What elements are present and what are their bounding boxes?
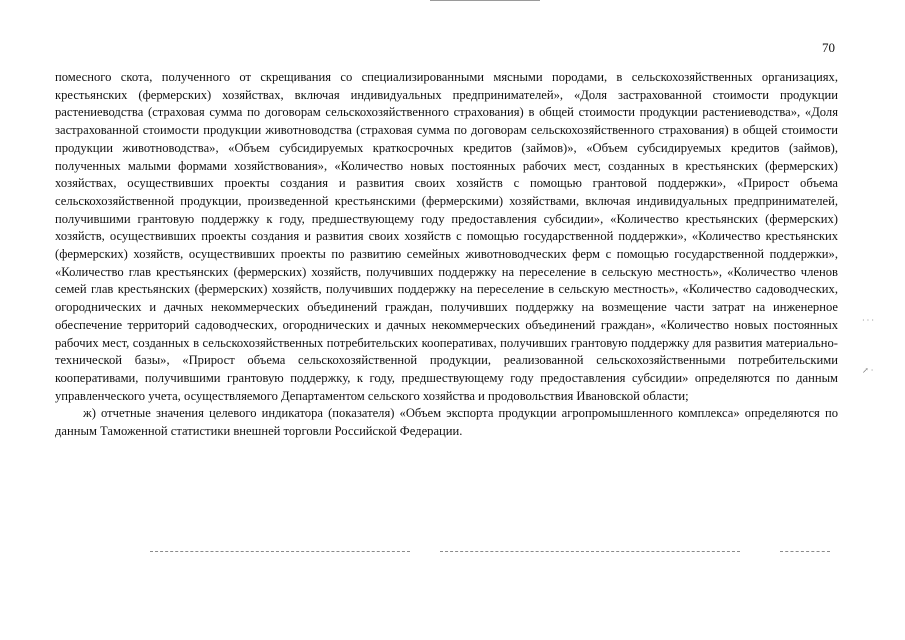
page-number: 70 (822, 40, 835, 55)
document-body (55, 69, 838, 441)
paragraph-indicators-list: помесного скота, полученного от скрещивания со специализированными мясными породами, в сельскохозяйственных организациях, крестьянских (фермерских) хозяйствах, включая индивидуальных предпринимателей», «Доля застрахованной стоимости продукции растениеводства (страховая сумма по договорам сельскохозяйственного страхования) в общей стоимости продукции растениеводства», «Доля застрахованной стоимости продукции животноводства (страховая сумма по договорам сельскохозяйственного страхования) в общей стоимости продукции животноводства», «Объем субсидируемых краткосрочных кредитов (займов)», «Объем субсидируемых кредитов (займов), полученных малыми формами хозяйствования», «Количество новых постоянных рабочих мест, созданных в крестьянских (фермерских) хозяйствах, осуществивших проекты создания и развития своих хозяйств с помощью грантовой поддержки», «Прирост объема сельскохозяйственной продукции, произведенной крестьянскими (фермерскими) хозяйствами, включая индивидуальных предпринимателей, получившими грантовую поддержку к году, предшествующему году предоставления субсидии», «Количество крестьянских (фермерских) хозяйств, осуществивших проекты создания и развития своих хозяйств с помощью государственной поддержки», «Количество крестьянских (фермерских) хозяйств, осуществивших проекты по развитию семейных животноводческих ферм с помощью государственной поддержки», «Количество глав крестьянских (фермерских) хозяйств, получивших поддержку на переселение в сельскую местность», «Количество членов семей глав крестьянских (фермерских) хозяйств, получивших поддержку на переселение в сельскую местность», «Количество садоводческих, огороднических и дачных некоммерческих объединений граждан, получивших поддержку на возмещение части затрат на инженерное обеспечение территорий садоводческих, огороднических и дачных некоммерческих объединений граждан», «Количество новых постоянных рабочих мест, созданных в сельскохозяйственных потребительских кооперативах, получивших грантовую поддержку для развития материально-технической базы», «Прирост объема сельскохозяйственной продукции, реализованной сельскохозяйственными потребительскими кооперативами, получившими грантовую поддержку, к году, предшествующему году предоставления субсидии» определяются по данным управленческого учета, осуществляемого Департаментом сельского хозяйства и продовольствия Ивановской области; (55, 70, 838, 403)
bottom-divider (780, 551, 830, 552)
paragraph-export-indicator: ж) отчетные значения целевого индикатора (показателя) «Объем экспорта продукции агропромышленного комплекса» определяются по данным Таможенной статистики внешней торговли Российской Федерации. (55, 406, 838, 439)
scan-artifact-mark: ↗ · (862, 366, 874, 375)
bottom-divider (440, 551, 740, 552)
scan-artifact-mark: · · · (862, 316, 874, 325)
top-divider (430, 0, 540, 1)
bottom-divider (150, 551, 410, 552)
